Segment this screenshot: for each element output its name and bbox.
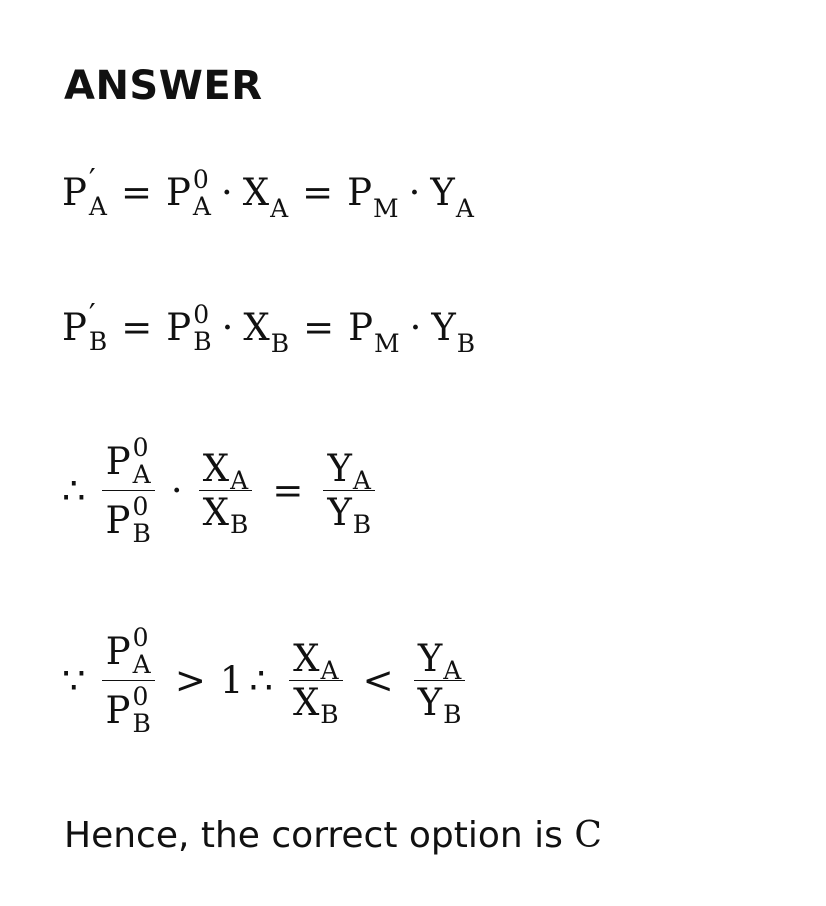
fraction-p0-ratio: P 0 A P 0 B (102, 625, 155, 736)
correct-option: C (574, 815, 602, 856)
term-y-b: $Y_B$ (431, 306, 476, 358)
term-p-prime-b: P (62, 306, 87, 349)
term-y-a: $Y_A$ (430, 171, 474, 223)
term-p-prime-a: P (62, 171, 87, 214)
equation-inequality: ∵ P 0 A P 0 B > 1 ∴ X A X B < Y A Y B (62, 625, 471, 736)
equation-raoult-a: P ′ A = P 0 A · $X_A$ = $P_M$ · $Y_A$ (62, 163, 474, 223)
equation-raoult-b: P ′ B = P 0 B · $X_B$ = $P_M$ · $Y_B$ (62, 298, 476, 358)
term-x-a: $X_A$ (242, 171, 289, 223)
fraction-p0-ratio: P 0 A P 0 B (102, 435, 155, 546)
fraction-y-ratio: Y A Y B (323, 450, 375, 531)
equation-ratio: ∴ P 0 A P 0 B · X A X B = Y A Y B (62, 435, 381, 546)
term-x-b: $X_B$ (243, 306, 290, 358)
term-p0-b: P (166, 306, 192, 349)
fraction-x-ratio: X A X B (199, 450, 253, 531)
fraction-y-ratio: Y A Y B (414, 640, 466, 721)
term-p0-a: P (165, 171, 191, 214)
term-pm: $P_M$ (348, 306, 400, 358)
answer-heading: ANSWER (64, 63, 263, 109)
conclusion-text: Hence, the correct option is C (64, 815, 602, 856)
term-pm: $P_M$ (347, 171, 399, 223)
fraction-x-ratio: X A X B (289, 640, 343, 721)
